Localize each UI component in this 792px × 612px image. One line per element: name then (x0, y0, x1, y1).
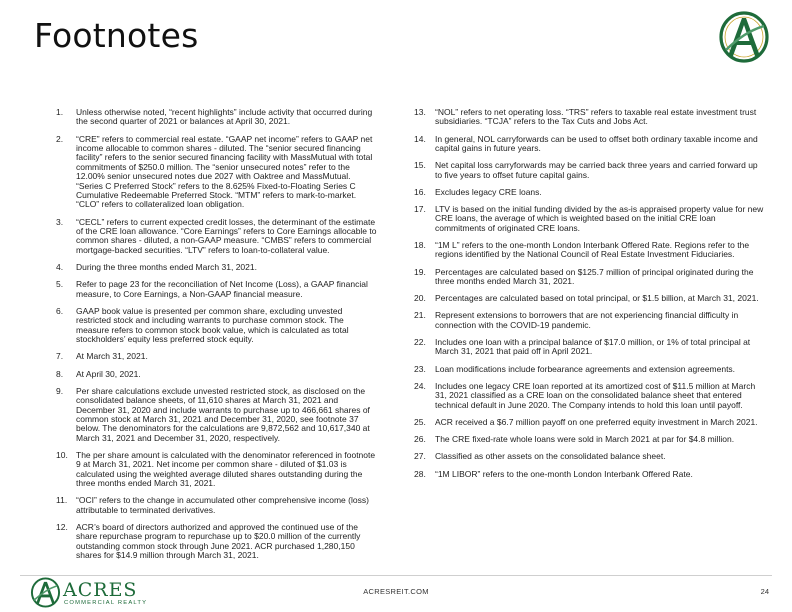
footnote-item (56, 307, 378, 345)
footnote-number: 21. (414, 310, 426, 321)
footnote-number: 22. (414, 337, 426, 348)
footnote-text: Loan modifications include forbearance agreements and extension agreements. (435, 363, 736, 374)
footnote-item (414, 188, 764, 197)
footnote-number: 13. (414, 107, 426, 117)
footnote-text: “NOL” refers to net operating loss. “TRS” refers to taxable real estate investment trust subsidiaries. “TCJA” refers to the Tax Cuts and Jobs Act. (435, 107, 757, 127)
footnote-item (56, 218, 378, 256)
footnote-text: Classified as other assets on the consolidated balance sheet. (435, 451, 666, 462)
footnote-text: “CECL” refers to current expected credit losses, the determinant of the estimate of the CRE loan allowance. “Core Earnings” refers to Core Earnings allocable to common shares - diluted, a non-GAAP measure. “CMBS” refers to commercial mortgage-backed securities. “LTV” refers to loan-to-collateral value. (76, 216, 377, 255)
footnote-number: 6. (56, 305, 64, 316)
footnote-item (56, 496, 378, 515)
footnote-text: ACR received a $6.7 million payoff on one preferred equity investment in March 2021. (435, 416, 758, 427)
footnote-item (414, 241, 764, 260)
footnote-text: During the three months ended March 31, 2021. (76, 262, 257, 273)
footnote-number: 15. (414, 160, 426, 171)
footnote-text: “1M L” refers to the one-month London Interbank Offered Rate. Regions refer to the regions identified by the National Council of Real Estate Investment Fiduciaries. (435, 240, 750, 260)
footnote-item (414, 135, 764, 154)
footnote-text: The CRE fixed-rate whole loans were sold in March 2021 at par for $4.8 million. (435, 434, 735, 445)
footnote-number: 10. (56, 449, 68, 460)
footnote-text: “1M LIBOR” refers to the one-month London Interbank Offered Rate. (435, 468, 693, 479)
page-number: 24 (760, 587, 769, 596)
footnote-text: The per share amount is calculated with the denominator referenced in footnote 9 at March 31, 2021. Net income per common share - diluted of $1.03 is calculated using the weighted average diluted shares outstanding during the three months ended March 31, 2021. (76, 449, 376, 489)
footnote-text: Per share calculations exclude unvested restricted stock, as disclosed on the consolidated balance sheets, of 11,610 shares at March 31, 2021 and December 31, 2020 and include warrants to purchase up to 466,661 shares of common stock at March 31, 2021 and December 31, 2020, see footnote 37 below. The denominators for the calculations are 9,872,562 and 10,617,340 at March 31, 2021 and December 31, 2020, respectively. (76, 385, 370, 443)
footnote-item (414, 470, 764, 479)
footnote-number: 16. (414, 186, 426, 197)
footnote-number: 11. (56, 495, 68, 506)
footnote-number: 2. (56, 133, 64, 144)
footnotes-list-right (414, 108, 764, 479)
footnote-text: Excludes legacy CRE loans. (435, 186, 542, 197)
footnote-number: 23. (414, 363, 426, 374)
footnote-number: 27. (414, 451, 426, 462)
footnote-text: “OCI” refers to the change in accumulated other comprehensive income (loss) attributable to terminated derivatives. (76, 495, 369, 515)
acres-logo-icon (718, 10, 770, 64)
footnote-text: ACR’s board of directors authorized and approved the continued use of the share repurchase program to repurchase up to $20.0 million of the currently outstanding common stock through June 2021. ACR purchased 1,280,150 shares for $14.9 million through March 31, 2021. (76, 521, 361, 561)
footnote-text: At April 30, 2021. (76, 368, 141, 379)
website-url: ACRESREIT.COM (363, 587, 429, 596)
footnote-item (56, 108, 378, 127)
footnote-number: 20. (414, 293, 426, 304)
footnote-item (56, 387, 378, 443)
footnote-item (414, 382, 764, 410)
brand-name: ACRES (63, 579, 138, 601)
footnote-item (414, 452, 764, 461)
footnote-text: “CRE” refers to commercial real estate. “GAAP net income” refers to GAAP net income allocable to common shares - diluted. The “senior secured financing facility” refers to the senior secured financing facility with MassMutual with total commitments of $250.0 million. The “senior unsecured notes” refer to the 12.00% senior unsecured notes due 2027 with Oaktree and MassMutual. “Series C Preferred Stock” refers to the 8.625% Fixed-to-Floating Series C Cumulative Redeemable Preferred Stock. “MTM” refers to mark-to-market. “CLO” refers to collateralized loan obligation. (76, 133, 373, 210)
footnote-text: At March 31, 2021. (76, 351, 148, 362)
footnote-number: 18. (414, 240, 426, 251)
footnote-number: 7. (56, 351, 64, 362)
footnote-text: Includes one loan with a principal balance of $17.0 million, or 1% of total principal at March 31, 2021 that paid off in April 2021. (435, 337, 751, 357)
footnote-item (56, 370, 378, 379)
footnote-text: Percentages are calculated based on total principal, or $1.5 billion, at March 31, 2021. (435, 293, 759, 304)
footnotes-list-left (56, 108, 378, 561)
footnote-text: Represent extensions to borrowers that are not experiencing financial difficulty in connection with the COVID-19 pandemic. (435, 310, 739, 330)
footnote-item (414, 268, 764, 287)
footnote-item (414, 205, 764, 233)
brand-tagline: COMMERCIAL REALTY (64, 600, 148, 606)
footnote-item (414, 365, 764, 374)
footnote-number: 26. (414, 434, 426, 445)
footnotes-right-column (414, 108, 764, 487)
footnote-item (414, 435, 764, 444)
footnote-number: 9. (56, 385, 64, 396)
footnote-number: 8. (56, 368, 64, 379)
footnote-item (414, 108, 764, 127)
footer-divider (20, 575, 772, 576)
footnote-number: 14. (414, 133, 426, 144)
footnote-item (414, 311, 764, 330)
footnote-text: Percentages are calculated based on $125.7 million of principal originated during the three months ended March 31, 2021. (435, 266, 754, 287)
footnote-number: 17. (414, 204, 426, 215)
footnote-item (414, 161, 764, 180)
footnote-item (56, 523, 378, 561)
footnote-item (414, 418, 764, 427)
footnote-item (414, 338, 764, 357)
footnote-text: In general, NOL carryforwards can be used to offset both ordinary taxable income and capital gains in future years. (435, 133, 758, 154)
footnote-number: 19. (414, 266, 426, 277)
footnote-text: LTV is based on the initial funding divided by the as-is appraised property value for new CRE loans, the average of which is weighted based on the initial CRE loan commitments of originated CRE loans. (435, 204, 764, 233)
footnote-number: 28. (414, 468, 426, 479)
footnote-text: Net capital loss carryforwards may be carried back three years and carried forward up to five years to offset future capital gains. (435, 160, 758, 180)
footnote-item (414, 294, 764, 303)
footnote-number: 12. (56, 521, 68, 532)
footnote-number: 24. (414, 380, 426, 391)
footnote-item (56, 280, 378, 299)
footnote-text: Includes one legacy CRE loan reported at its amortized cost of $11.5 million at March 31, 2021 classified as a CRE loan on the consolidated balance sheet that entered technical default in June 2020. The Company intends to hold this loan until payoff. (435, 380, 756, 410)
footnote-item (56, 135, 378, 210)
footnote-text: Unless otherwise noted, “recent highlights” include activity that occurred during the second quarter of 2021 or balances at April 30, 2021. (76, 107, 373, 127)
footnotes-left-column (56, 108, 378, 568)
footnote-number: 1. (56, 107, 64, 117)
footnote-number: 4. (56, 262, 64, 273)
footnote-item (56, 352, 378, 361)
footnote-item (56, 263, 378, 272)
footnote-item (56, 451, 378, 489)
footnote-number: 5. (56, 279, 64, 290)
footnote-number: 25. (414, 416, 426, 427)
footnote-text: Refer to page 23 for the reconciliation of Net Income (Loss), a GAAP financial measure, to Core Earnings, a Non-GAAP financial measure. (76, 279, 368, 299)
page-title: Footnotes (34, 16, 199, 55)
footnote-text: GAAP book value is presented per common share, excluding unvested restricted stock and including warrants to purchase common stock. The measure refers to common stock book value, which is calculated as total stockholders’ equity less preferred stock equity. (76, 305, 349, 345)
footnote-number: 3. (56, 216, 64, 227)
